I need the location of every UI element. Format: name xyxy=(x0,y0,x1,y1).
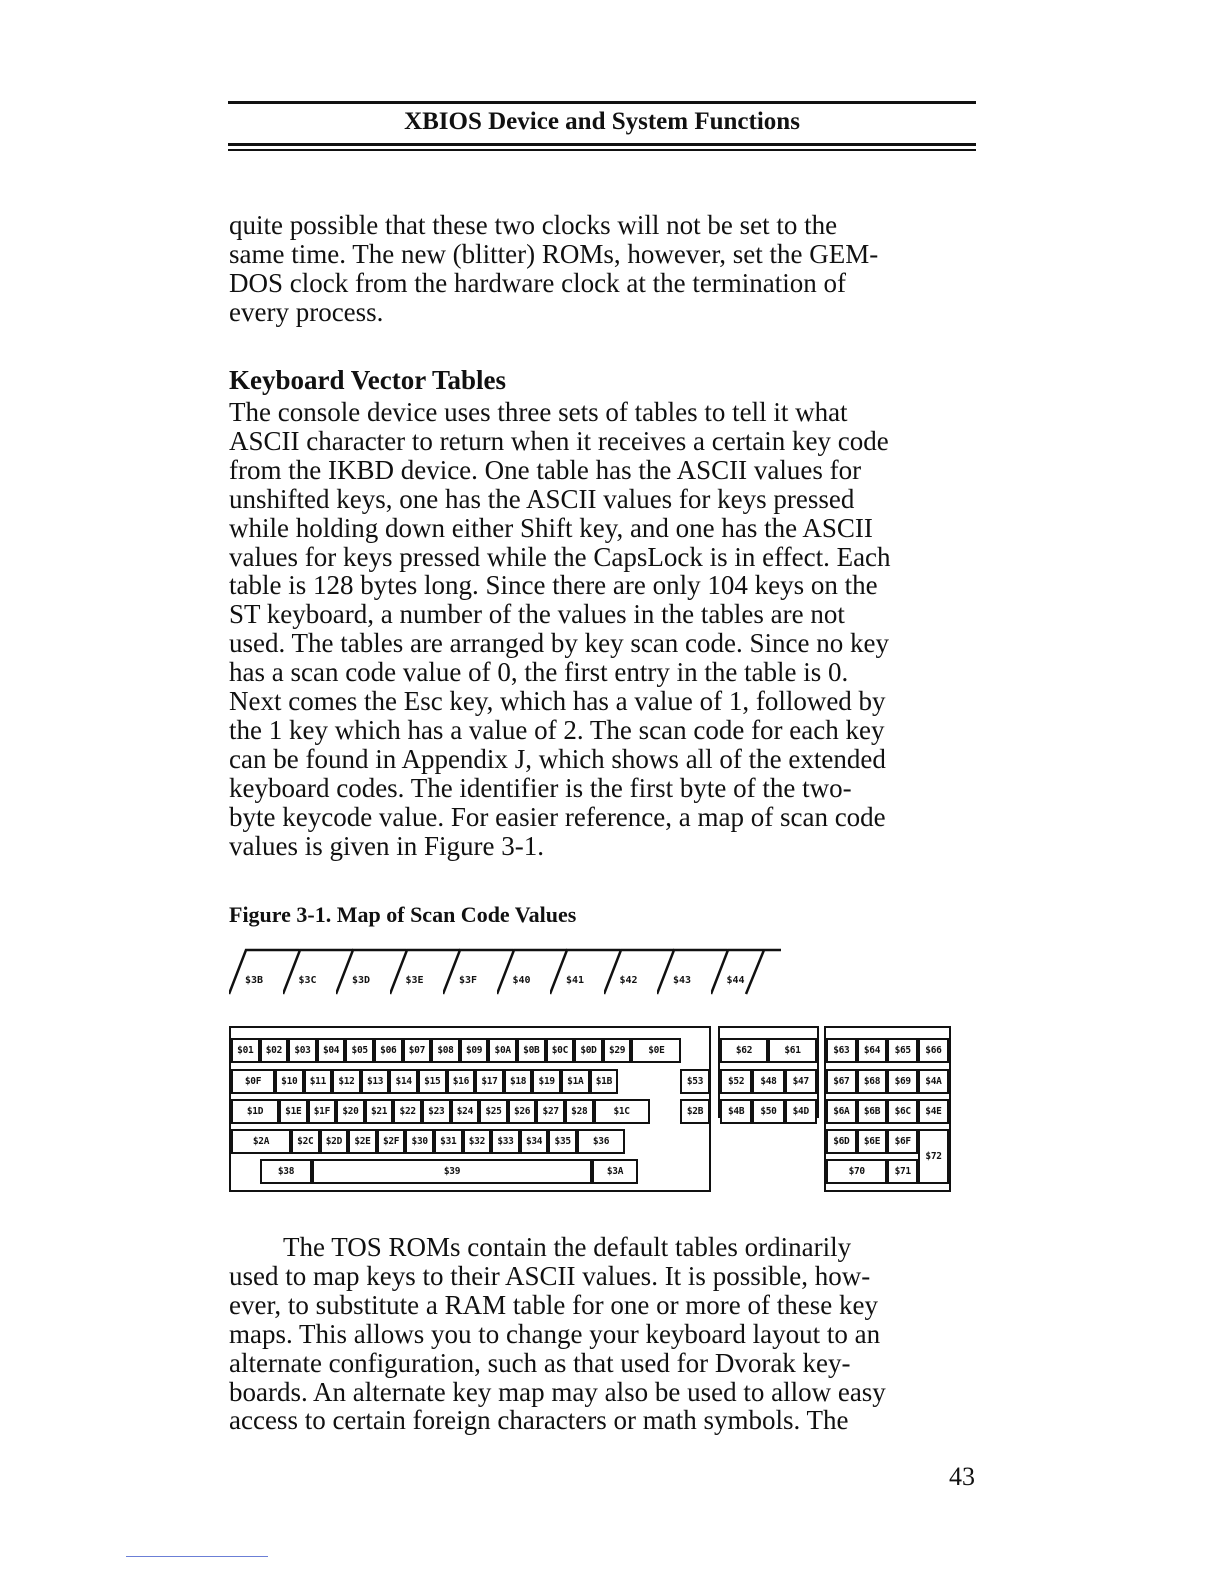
scan-code-key: $1B xyxy=(590,1069,619,1094)
scan-code-key: $31 xyxy=(434,1129,463,1154)
scan-code-key: $63 xyxy=(826,1038,857,1063)
function-key-label: $3B xyxy=(245,975,264,986)
scan-code-key: $72 xyxy=(918,1129,949,1184)
scan-code-key: $03 xyxy=(288,1038,317,1063)
running-header-title: XBIOS Device and System Functions xyxy=(404,108,800,135)
scan-code-key: $28 xyxy=(565,1099,594,1124)
text-line: The TOS ROMs contain the default tables ordinarily xyxy=(283,1232,852,1262)
scan-code-key: $68 xyxy=(857,1069,888,1094)
scan-code-key: $1A xyxy=(561,1069,590,1094)
scan-code-key: $08 xyxy=(431,1038,460,1063)
text-line: maps. This allows you to change your keyboard layout to an xyxy=(229,1318,881,1349)
scan-code-key: $6D xyxy=(826,1129,857,1154)
text-line: table is 128 bytes long. Since there are only 104 keys on the xyxy=(229,570,878,601)
scan-code-key: $62 xyxy=(720,1038,768,1063)
scan-code-key: $2A xyxy=(231,1129,291,1154)
text-line: values is given in Figure 3-1. xyxy=(229,830,544,861)
scan-code-key: $29 xyxy=(603,1038,632,1063)
scan-code-key: $1C xyxy=(594,1099,650,1124)
intro-paragraph xyxy=(229,211,989,327)
scan-code-key: $34 xyxy=(520,1129,549,1154)
scan-code-key: $1E xyxy=(279,1099,308,1124)
scan-code-key: $6E xyxy=(857,1129,888,1154)
scan-code-key: $11 xyxy=(304,1069,333,1094)
scan-code-key: $50 xyxy=(752,1099,784,1124)
function-key-outline xyxy=(283,948,353,996)
function-key-outline xyxy=(336,948,406,996)
function-key xyxy=(390,948,456,996)
scan-code-key: $05 xyxy=(345,1038,374,1063)
function-key xyxy=(443,948,509,996)
function-key-label: $3C xyxy=(298,975,317,986)
section-heading: Keyboard Vector Tables xyxy=(229,365,507,395)
scan-code-key: $0B xyxy=(517,1038,546,1063)
text-line: alternate configuration, such as that used for Dvorak key- xyxy=(229,1347,851,1378)
scan-code-key: $07 xyxy=(403,1038,432,1063)
scan-code-key: $38 xyxy=(260,1159,312,1184)
scan-code-key: $69 xyxy=(887,1069,918,1094)
text-line: unshifted keys, one has the ASCII values for keys pressed xyxy=(229,483,855,514)
function-key xyxy=(657,948,723,996)
scan-code-key: $26 xyxy=(508,1099,537,1124)
scan-code-key: $2F xyxy=(377,1129,406,1154)
header-top-rule xyxy=(228,101,976,104)
function-key xyxy=(229,948,295,996)
footer-underline xyxy=(126,1556,268,1557)
page-number: 43 xyxy=(949,1462,975,1491)
scan-code-key: $4A xyxy=(918,1069,949,1094)
function-key-outline xyxy=(229,948,299,996)
text-line: values for keys pressed while the CapsLock is in effect. Each xyxy=(229,541,891,572)
scan-code-key: $2B xyxy=(680,1099,710,1124)
scan-code-key: $20 xyxy=(336,1099,365,1124)
scan-code-key: $53 xyxy=(680,1069,710,1094)
scan-code-key: $36 xyxy=(577,1129,625,1154)
function-key xyxy=(604,948,670,996)
function-key xyxy=(497,948,563,996)
scan-code-key: $67 xyxy=(826,1069,857,1094)
header-bottom-rule xyxy=(228,143,976,146)
scan-code-key: $23 xyxy=(422,1099,451,1124)
scan-code-key: $25 xyxy=(479,1099,508,1124)
scan-code-key: $02 xyxy=(260,1038,289,1063)
function-key-outline xyxy=(443,948,513,996)
scan-code-key: $0F xyxy=(231,1069,275,1094)
scan-code-key: $15 xyxy=(418,1069,447,1094)
scan-code-key: $2C xyxy=(291,1129,320,1154)
scan-code-key: $6F xyxy=(887,1129,918,1154)
scan-code-key: $52 xyxy=(720,1069,752,1094)
text-line: The console device uses three sets of tables to tell it what xyxy=(229,397,848,427)
scan-code-key: $64 xyxy=(857,1038,888,1063)
scan-code-key: $35 xyxy=(548,1129,577,1154)
scan-code-key: $39 xyxy=(312,1159,592,1184)
function-key-outline xyxy=(550,948,620,996)
scan-code-key: $3A xyxy=(592,1159,638,1184)
function-key-outline xyxy=(497,948,567,996)
text-line: Next comes the Esc key, which has a value of 1, followed by xyxy=(229,686,886,717)
keypad-key-block xyxy=(824,1026,951,1192)
scan-code-key: $4D xyxy=(785,1099,817,1124)
text-line: used. The tables are arranged by key scan code. Since no key xyxy=(229,628,889,659)
text-line: byte keycode value. For easier reference, a map of scan code xyxy=(229,801,886,832)
text-line: boards. An alternate key map may also be used to allow easy xyxy=(229,1376,886,1407)
closing-paragraph xyxy=(229,1233,989,1435)
function-key-outline xyxy=(390,948,460,996)
scan-code-key: $19 xyxy=(532,1069,561,1094)
scan-code-key: $0C xyxy=(546,1038,575,1063)
scan-code-key: $18 xyxy=(504,1069,533,1094)
text-line: quite possible that these two clocks will not be set to the xyxy=(229,210,838,240)
scan-code-key: $6A xyxy=(826,1099,857,1124)
function-key xyxy=(711,948,777,996)
scan-code-key: $1D xyxy=(231,1099,279,1124)
function-row-end xyxy=(742,948,772,996)
scan-code-key: $47 xyxy=(785,1069,817,1094)
scan-code-key: $0A xyxy=(488,1038,517,1063)
scan-code-key: $32 xyxy=(463,1129,492,1154)
scan-code-key: $12 xyxy=(332,1069,361,1094)
function-key-label: $3D xyxy=(352,975,371,986)
scan-code-key: $33 xyxy=(491,1129,520,1154)
scan-code-key: $6C xyxy=(887,1099,918,1124)
scan-code-key: $22 xyxy=(393,1099,422,1124)
function-key-label: $3E xyxy=(405,975,424,986)
function-key-outline xyxy=(604,948,674,996)
scan-code-key: $06 xyxy=(374,1038,403,1063)
function-key-label: $3F xyxy=(459,975,478,986)
text-line: ST keyboard, a number of the values in the tables are not xyxy=(229,599,845,630)
scan-code-key: $10 xyxy=(275,1069,304,1094)
text-line: ever, to substitute a RAM table for one or more of these key xyxy=(229,1289,878,1320)
text-line: has a scan code value of 0, the first entry in the table is 0. xyxy=(229,657,849,688)
scan-code-key: $71 xyxy=(887,1159,918,1184)
figure-caption: Figure 3-1. Map of Scan Code Values xyxy=(229,902,577,927)
function-key-label: $40 xyxy=(512,975,531,986)
scan-code-key: $2E xyxy=(348,1129,377,1154)
text-line: same time. The new (blitter) ROMs, however, set the GEM- xyxy=(229,238,879,269)
scan-code-key: $48 xyxy=(752,1069,784,1094)
scan-code-key: $1F xyxy=(308,1099,337,1124)
text-line: the 1 key which has a value of 2. The scan code for each key xyxy=(229,714,885,745)
scan-code-key: $61 xyxy=(768,1038,817,1063)
scan-code-key: $2D xyxy=(320,1129,349,1154)
function-key xyxy=(336,948,402,996)
text-line: ASCII character to return when it receives a certain key code xyxy=(229,425,889,456)
scan-code-key: $14 xyxy=(389,1069,418,1094)
scan-code-key: $4B xyxy=(720,1099,752,1124)
scan-code-key: $04 xyxy=(317,1038,346,1063)
scan-code-key: $01 xyxy=(231,1038,260,1063)
main-key-block xyxy=(229,1026,711,1192)
cursor-key-block xyxy=(718,1026,819,1118)
scan-code-key: $0E xyxy=(631,1038,681,1063)
text-line: used to map keys to their ASCII values. It is possible, how- xyxy=(229,1260,871,1291)
scan-code-key: $27 xyxy=(536,1099,565,1124)
scan-code-key: $13 xyxy=(361,1069,390,1094)
text-line: every process. xyxy=(229,296,384,327)
header-bottom-rule-2 xyxy=(228,149,976,151)
scan-code-key: $24 xyxy=(451,1099,480,1124)
function-key-label: $44 xyxy=(726,975,745,986)
scan-code-key: $4E xyxy=(918,1099,949,1124)
scan-code-key: $6B xyxy=(857,1099,888,1124)
body-paragraph xyxy=(229,398,989,861)
scan-code-key: $30 xyxy=(405,1129,434,1154)
text-line: access to certain foreign characters or math symbols. The xyxy=(229,1405,849,1436)
scan-code-key: $16 xyxy=(447,1069,476,1094)
scan-code-key: $17 xyxy=(475,1069,504,1094)
scan-code-key: $70 xyxy=(826,1159,887,1184)
text-line: from the IKBD device. One table has the ASCII values for xyxy=(229,454,862,485)
scan-code-key: $0D xyxy=(574,1038,603,1063)
function-key-outline xyxy=(711,948,781,996)
text-line: DOS clock from the hardware clock at the termination of xyxy=(229,267,847,298)
text-line: can be found in Appendix J, which shows all of the extended xyxy=(229,743,886,774)
function-key-outline xyxy=(657,948,727,996)
function-key-label: $43 xyxy=(673,975,692,986)
function-key xyxy=(283,948,349,996)
function-key xyxy=(550,948,616,996)
function-key-label: $41 xyxy=(566,975,585,986)
scan-code-key: $66 xyxy=(918,1038,949,1063)
scan-code-key: $09 xyxy=(460,1038,489,1063)
text-line: while holding down either Shift key, and one has the ASCII xyxy=(229,512,873,543)
scan-code-key: $65 xyxy=(887,1038,918,1063)
function-key-label: $42 xyxy=(619,975,638,986)
text-line: keyboard codes. The identifier is the first byte of the two- xyxy=(229,772,852,803)
scan-code-key: $21 xyxy=(365,1099,394,1124)
